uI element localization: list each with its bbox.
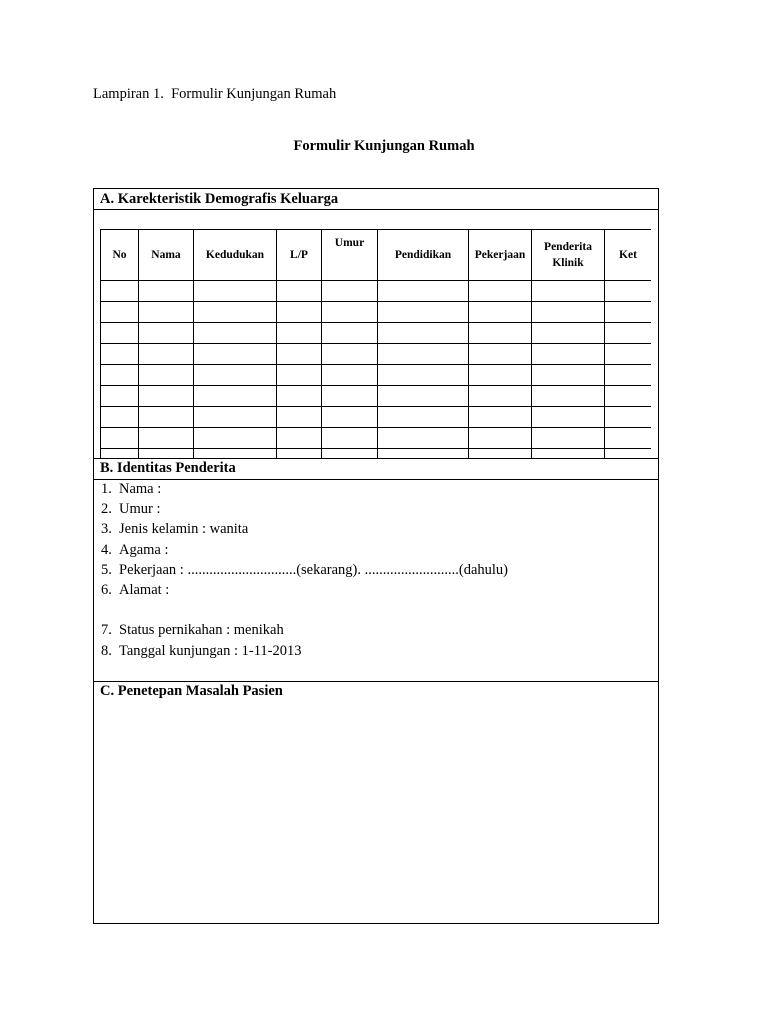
patient-identity-list <box>101 479 508 661</box>
table-cell[interactable] <box>194 365 277 386</box>
table-header-row <box>101 230 652 281</box>
identity-item-tanggal-kunjungan: 8. Tanggal kunjungan : 1-11-2013 <box>101 642 302 659</box>
table-cell[interactable] <box>277 449 322 459</box>
table-cell[interactable] <box>277 302 322 323</box>
table-cell[interactable] <box>532 428 605 449</box>
table-cell[interactable] <box>322 344 378 365</box>
table-cell[interactable] <box>322 302 378 323</box>
spacer <box>101 600 508 620</box>
table-cell[interactable] <box>194 323 277 344</box>
table-cell[interactable] <box>532 281 605 302</box>
table-cell[interactable] <box>139 344 194 365</box>
col-header-pendidikan: Pendidikan <box>378 230 469 281</box>
col-header-umur: Umur <box>322 230 378 281</box>
table-cell[interactable] <box>277 365 322 386</box>
table-cell[interactable] <box>139 281 194 302</box>
table-cell[interactable] <box>139 449 194 459</box>
table-cell[interactable] <box>101 449 139 459</box>
table-cell[interactable] <box>101 302 139 323</box>
section-a-header: A. Karekteristik Demografis Keluarga <box>100 191 339 207</box>
identity-item-umur: 2. Umur : <box>101 501 161 518</box>
table-cell[interactable] <box>532 302 605 323</box>
table-cell[interactable] <box>277 281 322 302</box>
table-row <box>101 449 652 459</box>
table-cell[interactable] <box>194 302 277 323</box>
table-row <box>101 281 652 302</box>
table-cell[interactable] <box>532 386 605 407</box>
table-cell[interactable] <box>322 365 378 386</box>
section-c-header: C. Penetepan Masalah Pasien <box>100 683 283 699</box>
table-cell[interactable] <box>322 323 378 344</box>
col-header-no: No <box>101 230 139 281</box>
table-cell[interactable] <box>469 281 532 302</box>
table-row <box>101 428 652 449</box>
table-cell[interactable] <box>194 386 277 407</box>
identity-item-status-pernikahan: 7. Status pernikahan : menikah <box>101 622 284 639</box>
table-cell[interactable] <box>469 449 532 459</box>
table-cell[interactable] <box>101 386 139 407</box>
table-cell[interactable] <box>194 428 277 449</box>
table-cell[interactable] <box>194 281 277 302</box>
table-cell[interactable] <box>469 344 532 365</box>
divider <box>94 209 658 210</box>
table-cell[interactable] <box>322 449 378 459</box>
table-cell[interactable] <box>532 365 605 386</box>
table-cell[interactable] <box>322 407 378 428</box>
identity-item-alamat: 6. Alamat : <box>101 581 170 598</box>
table-cell[interactable] <box>277 323 322 344</box>
table-cell[interactable] <box>101 323 139 344</box>
table-cell[interactable] <box>469 365 532 386</box>
table-cell[interactable] <box>532 407 605 428</box>
col-header-lp: L/P <box>277 230 322 281</box>
table-cell[interactable] <box>469 323 532 344</box>
identity-item-jenis-kelamin: 3. Jenis kelamin : wanita <box>101 521 249 538</box>
table-cell[interactable] <box>605 323 652 344</box>
col-header-ket: Ket <box>605 230 652 281</box>
identity-item-agama: 4. Agama : <box>101 541 169 558</box>
table-cell[interactable] <box>469 302 532 323</box>
table-cell[interactable] <box>101 344 139 365</box>
table-cell[interactable] <box>605 386 652 407</box>
table-cell[interactable] <box>322 386 378 407</box>
table-cell[interactable] <box>378 386 469 407</box>
identity-item-pekerjaan: 5. Pekerjaan : ..............................(sekarang). ..........................(dahulu) <box>101 561 509 578</box>
table-cell[interactable] <box>605 428 652 449</box>
table-cell[interactable] <box>139 386 194 407</box>
table-cell[interactable] <box>469 407 532 428</box>
table-row <box>101 386 652 407</box>
table-cell[interactable] <box>194 449 277 459</box>
col-header-nama: Nama <box>139 230 194 281</box>
table-row <box>101 323 652 344</box>
table-cell[interactable] <box>378 323 469 344</box>
table-cell[interactable] <box>194 344 277 365</box>
table-cell[interactable] <box>322 281 378 302</box>
identity-item-nama: 1. Nama : <box>101 481 162 497</box>
col-header-penderita-klinik: Penderita Klinik <box>532 230 605 281</box>
table-cell[interactable] <box>101 365 139 386</box>
table-cell[interactable] <box>277 386 322 407</box>
section-b-header: B. Identitas Penderita <box>100 460 236 476</box>
patient-problem-area[interactable] <box>94 702 658 922</box>
table-cell[interactable] <box>101 281 139 302</box>
table-cell[interactable] <box>378 428 469 449</box>
table-cell[interactable] <box>277 344 322 365</box>
table-cell[interactable] <box>605 365 652 386</box>
col-header-pekerjaan: Pekerjaan <box>469 230 532 281</box>
table-row <box>101 302 652 323</box>
table-cell[interactable] <box>378 302 469 323</box>
col-header-kedudukan: Kedudukan <box>194 230 277 281</box>
table-row <box>101 365 652 386</box>
table-cell[interactable] <box>139 428 194 449</box>
table-cell[interactable] <box>101 428 139 449</box>
table-cell[interactable] <box>605 407 652 428</box>
table-cell[interactable] <box>277 407 322 428</box>
table-cell[interactable] <box>605 302 652 323</box>
attachment-caption: Lampiran 1. Formulir Kunjungan Rumah <box>93 86 337 102</box>
table-cell[interactable] <box>378 449 469 459</box>
table-cell[interactable] <box>378 365 469 386</box>
table-cell[interactable] <box>605 344 652 365</box>
table-cell[interactable] <box>139 302 194 323</box>
table-cell[interactable] <box>139 407 194 428</box>
table-cell[interactable] <box>469 386 532 407</box>
table-cell[interactable] <box>605 449 652 459</box>
family-table-body <box>101 281 652 459</box>
table-cell[interactable] <box>532 323 605 344</box>
table-row <box>101 344 652 365</box>
family-table-wrapper <box>100 229 651 458</box>
table-cell[interactable] <box>194 407 277 428</box>
table-cell[interactable] <box>139 365 194 386</box>
table-cell[interactable] <box>532 344 605 365</box>
table-cell[interactable] <box>605 281 652 302</box>
table-cell[interactable] <box>322 428 378 449</box>
form-box <box>93 188 659 924</box>
family-demographics-table <box>100 229 651 458</box>
table-cell[interactable] <box>139 323 194 344</box>
table-cell[interactable] <box>378 281 469 302</box>
table-cell[interactable] <box>378 344 469 365</box>
table-cell[interactable] <box>532 449 605 459</box>
table-cell[interactable] <box>378 407 469 428</box>
table-cell[interactable] <box>469 428 532 449</box>
table-cell[interactable] <box>101 407 139 428</box>
form-title: Formulir Kunjungan Rumah <box>293 138 475 154</box>
table-cell[interactable] <box>277 428 322 449</box>
table-row <box>101 407 652 428</box>
